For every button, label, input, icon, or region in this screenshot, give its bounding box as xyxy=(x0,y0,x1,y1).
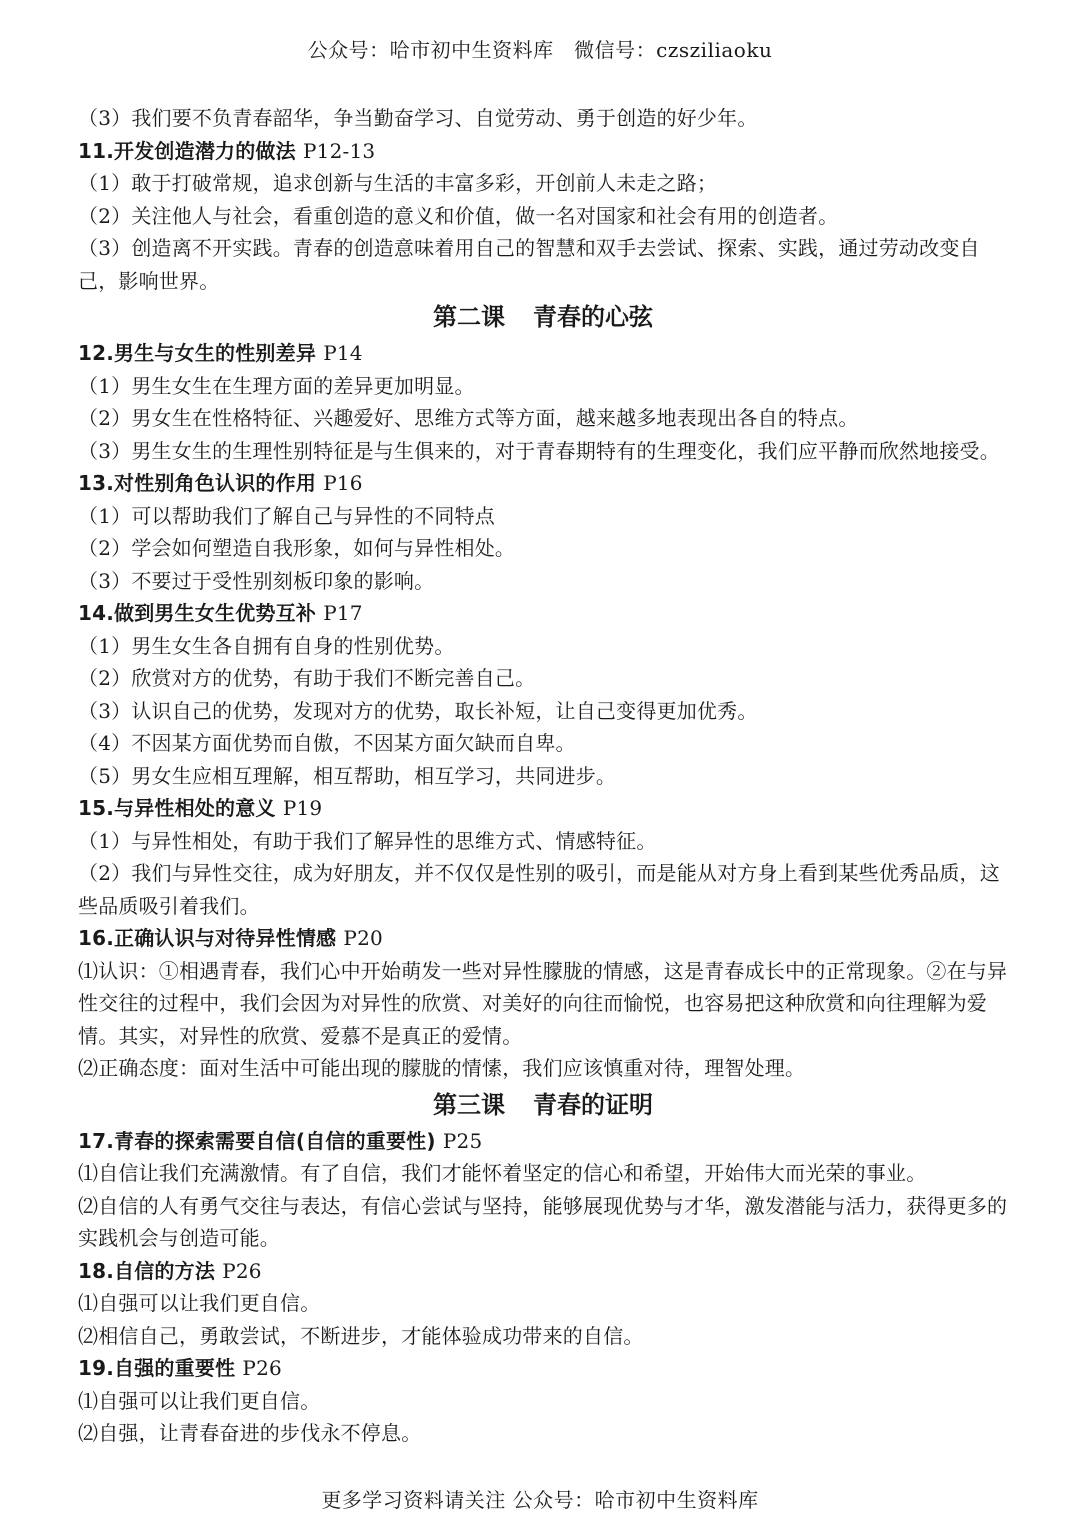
section-heading xyxy=(78,135,1008,168)
list-item: （2）欣赏对方的优势，有助于我们不断完善自己。 xyxy=(78,666,536,690)
lesson-number: 第三课 xyxy=(433,1090,505,1119)
lesson-name: 青春的心弦 xyxy=(533,303,653,331)
section-title: 15.与异性相处的意义 xyxy=(78,796,276,820)
list-item: （1）与异性相处，有助于我们了解异性的思维方式、情感特征。 xyxy=(78,828,657,853)
section-title: 16.正确认识与对待异性情感 xyxy=(78,926,337,950)
section-title: 12.男生与女生的性别差异 xyxy=(78,341,317,365)
list-item: （2）我们与异性交往，成为好朋友，并不仅仅是性别的吸引，而是能从对方身上看到某些优秀品质，这些品质吸引着我们。 xyxy=(78,861,1000,918)
page-ref: P25 xyxy=(442,1128,483,1153)
section-title: 11.开发创造潜力的做法 xyxy=(78,138,296,163)
page-ref: P12-13 xyxy=(303,138,376,163)
list-item: （1）男生女生在生理方面的差异更加明显。 xyxy=(78,373,475,398)
page-ref: P20 xyxy=(343,926,383,950)
section-heading xyxy=(78,922,1008,955)
section-heading xyxy=(78,1255,1008,1288)
page-ref: P26 xyxy=(242,1356,282,1380)
section-heading xyxy=(78,1352,1008,1385)
section-heading xyxy=(78,337,1008,370)
page-ref: P14 xyxy=(323,341,363,365)
section-heading xyxy=(78,792,1008,825)
page-ref: P16 xyxy=(323,471,363,495)
section-title: 18.自信的方法 xyxy=(78,1258,216,1283)
page-footer: 更多学习资料请关注 公众号：哈市初中生资料库 xyxy=(321,1488,759,1512)
lesson-number: 第二课 xyxy=(433,303,505,331)
list-item: ⑴自强可以让我们更自信。 xyxy=(78,1291,321,1315)
list-item: （4）不因某方面优势而自傲，不因某方面欠缺而自卑。 xyxy=(78,731,576,755)
section-title: 19.自强的重要性 xyxy=(78,1356,236,1380)
list-item: （1）男生女生各自拥有自身的性别优势。 xyxy=(78,633,455,658)
list-item: （3）男生女生的生理性别特征是与生俱来的，对于青春期特有的生理变化，我们应平静而欣然地接受。 xyxy=(78,438,1000,463)
section-title: 14.做到男生女生优势互补 xyxy=(78,601,317,625)
page-ref: P17 xyxy=(323,601,363,625)
list-item: ⑴自强可以让我们更自信。 xyxy=(78,1388,321,1413)
section-heading xyxy=(78,467,1008,500)
lesson-title xyxy=(78,299,1008,335)
list-item: ⑵相信自己，勇敢尝试，不断进步，才能体验成功带来的自信。 xyxy=(78,1323,644,1348)
lesson-title xyxy=(78,1087,1008,1123)
list-item: （2）关注他人与社会，看重创造的意义和价值，做一名对国家和社会有用的创造者。 xyxy=(78,203,839,228)
list-item: ⑵自信的人有勇气交往与表达，有信心尝试与坚持，能够展现优势与才华，激发潜能与活力，获得更多的实践机会与创造可能。 xyxy=(78,1193,1008,1250)
list-item: （2）学会如何塑造自我形象，如何与异性相处。 xyxy=(78,536,516,560)
page-header: 公众号：哈市初中生资料库 微信号：czsziliaoku xyxy=(307,38,773,62)
document-body xyxy=(78,102,1008,1450)
section-heading xyxy=(78,1125,1008,1158)
list-item: ⑴认识：①相遇青春，我们心中开始萌发一些对异性朦胧的情感，这是青春成长中的正常现象。②在与异性交往的过程中，我们会因为对异性的欣赏、对美好的向往而愉悦，也容易把这种欣赏和向往理解为爱情。其实，对异性的欣赏、爱慕不是真正的爱情。 xyxy=(78,958,1008,1048)
section-title: 13.对性别角色认识的作用 xyxy=(78,471,317,495)
list-item: （5）男女生应相互理解，相互帮助，相互学习，共同进步。 xyxy=(78,763,617,788)
list-item: （2）男女生在性格特征、兴趣爱好、思维方式等方面，越来越多地表现出各自的特点。 xyxy=(78,406,859,430)
list-item: ⑵自强，让青春奋进的步伐永不停息。 xyxy=(78,1421,422,1445)
list-item: （3）认识自己的优势，发现对方的优势，取长补短，让自己变得更加优秀。 xyxy=(78,698,758,723)
list-item: （3）我们要不负青春韶华，争当勤奋学习、自觉劳动、勇于创造的好少年。 xyxy=(78,106,758,130)
list-item: （3）不要过于受性别刻板印象的影响。 xyxy=(78,568,435,593)
page-ref: P19 xyxy=(282,796,323,820)
list-item: （1）可以帮助我们了解自己与异性的不同特点 xyxy=(78,503,495,528)
list-item: ⑴自信让我们充满激情。有了自信，我们才能怀着坚定的信心和希望，开始伟大而光荣的事业。 xyxy=(78,1161,927,1185)
list-item: ⑵正确态度：面对生活中可能出现的朦胧的情愫，我们应该慎重对待，理智处理。 xyxy=(78,1056,806,1080)
list-item: （1）敢于打破常规，追求创新与生活的丰富多彩，开创前人未走之路； xyxy=(78,171,718,195)
list-item: （3）创造离不开实践。青春的创造意味着用自己的智慧和双手去尝试、探索、实践，通过劳动改变自己，影响世界。 xyxy=(78,236,980,293)
section-heading xyxy=(78,597,1008,630)
lesson-name: 青春的证明 xyxy=(533,1090,653,1119)
page-ref: P26 xyxy=(222,1258,262,1283)
section-title: 17.青春的探索需要自信(自信的重要性) xyxy=(78,1128,436,1153)
